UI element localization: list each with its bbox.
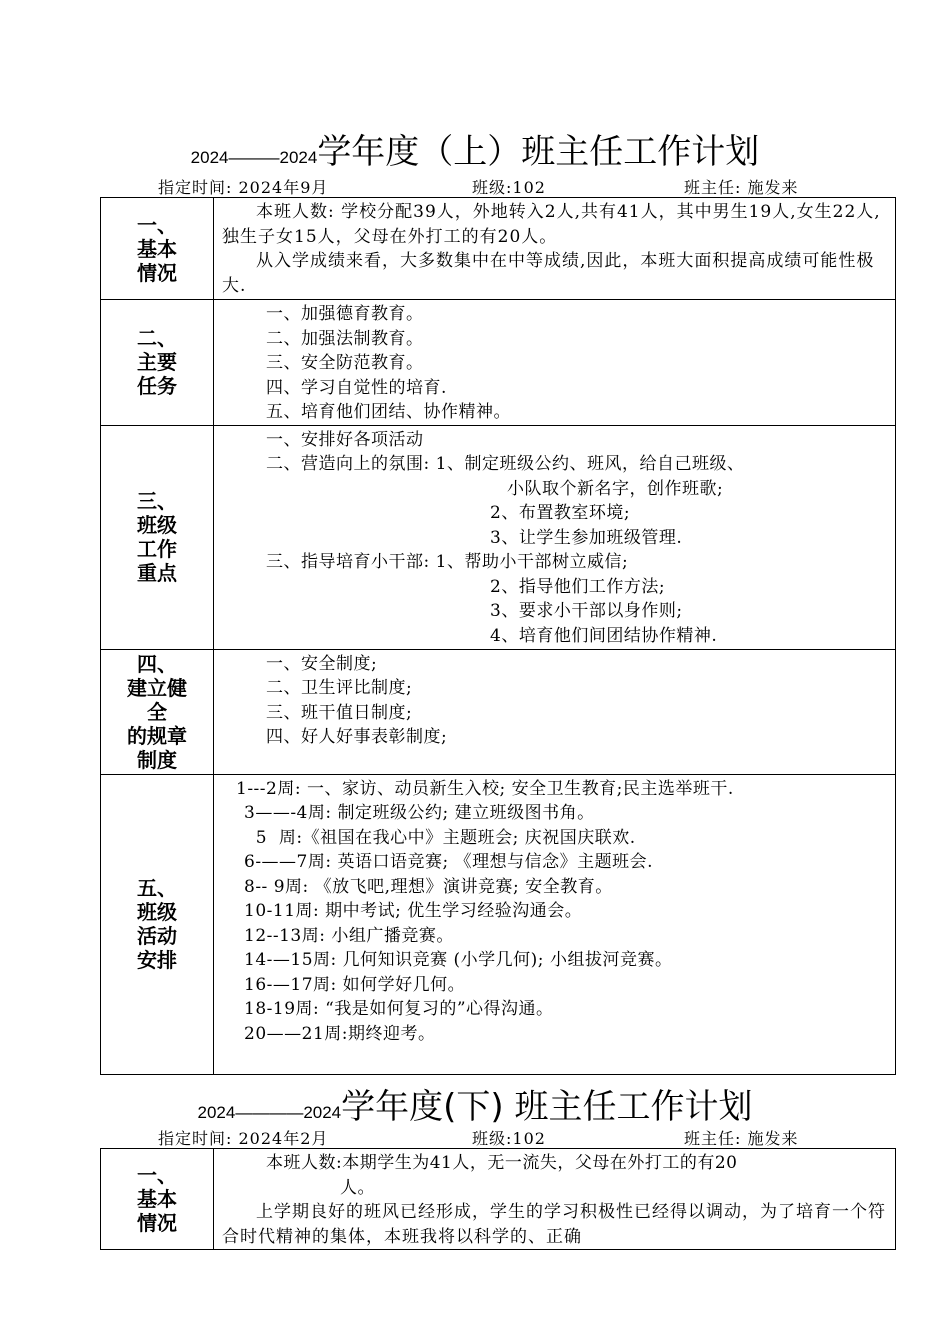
focus-line: 3、要求小干部以身作则; <box>490 601 683 621</box>
section-heading <box>101 198 214 300</box>
focus-line: 2、布置教室环境; <box>490 503 631 523</box>
task-item: 一、加强德育教育。 <box>266 304 424 324</box>
activity-line: 5 周:《祖国在我心中》主题班会; 庆祝国庆联欢. <box>244 827 636 848</box>
section-heading <box>101 300 214 426</box>
section-content <box>214 425 896 649</box>
heading-line: 一、 <box>137 1163 177 1187</box>
heading-line: 三、 <box>137 489 177 513</box>
task-item: 三、安全防范教育。 <box>266 353 424 373</box>
rule-item: 一、安全制度; <box>266 653 378 674</box>
rule-item: 四、好人好事表彰制度; <box>266 727 448 747</box>
section-content <box>214 1149 896 1250</box>
section-heading <box>101 649 214 774</box>
task-item: 五、培育他们团结、协作精神。 <box>266 402 511 422</box>
heading-line: 活动 <box>137 924 177 948</box>
section-content <box>214 198 896 300</box>
plan1-title <box>0 124 950 173</box>
activity-line: 8-- 9周: 《放飞吧,理想》演讲竞赛; 安全教育。 <box>244 876 613 897</box>
plan2-section-basic <box>101 1149 896 1250</box>
focus-line: 3、让学生参加班级管理. <box>490 527 683 548</box>
plan1-section-focus <box>101 425 896 649</box>
heading-line: 重点 <box>137 561 177 585</box>
plan1-section-basic <box>101 198 896 300</box>
activity-line: 3——-4周: 制定班级公约; 建立班级图书角。 <box>244 803 595 823</box>
focus-line: 一、安排好各项活动 <box>266 429 424 450</box>
heading-line: 二、 <box>137 326 177 351</box>
heading-line: 的规章 <box>127 723 187 748</box>
activity-line: 16-—17周: 如何学好几何。 <box>244 974 466 995</box>
paragraph: 上学期良好的班风已经形成，学生的学习积极性已经得以调动，为了培育一个符合时代精神的集体，本班我将以科学的、正确 <box>222 1202 886 1247</box>
focus-line: 小队取个新名字，创作班歌; <box>507 478 724 499</box>
heading-line: 基本 <box>137 236 177 261</box>
section-heading <box>101 1149 214 1250</box>
plan1-table <box>100 197 896 1075</box>
plan1-meta-teacher: 班主任: 施发来 <box>684 178 799 197</box>
focus-line: 2、指导他们工作方法; <box>490 576 666 597</box>
plan2-table <box>100 1148 896 1250</box>
focus-line: 三、指导培育小干部: 1、帮助小干部树立威信; <box>266 552 629 572</box>
plan2-title-years: 2024————2024 <box>197 1103 342 1122</box>
activity-line: 12--13周: 小组广播竞赛。 <box>244 925 454 946</box>
plan1-title-years: 2024———2024 <box>190 148 318 167</box>
activity-line: 6-——7周: 英语口语竞赛; 《理想与信念》主题班会. <box>244 852 654 872</box>
plan2-title <box>0 1079 950 1128</box>
heading-line: 全 <box>147 699 167 724</box>
heading-line: 四、 <box>137 651 177 676</box>
heading-line: 任务 <box>137 374 177 399</box>
plan1-meta-class: 班级:102 <box>472 178 546 197</box>
heading-line: 工作 <box>137 537 177 561</box>
heading-line: 五、 <box>137 876 177 900</box>
focus-line: 4、培育他们间团结协作精神. <box>490 625 718 646</box>
plan2-meta-date: 指定时间: 2024年2月 <box>158 1129 329 1148</box>
plan1-section-tasks <box>101 300 896 426</box>
plan1-section-rules <box>101 649 896 774</box>
section-heading <box>101 425 214 649</box>
heading-line: 班级 <box>137 900 177 924</box>
heading-line: 班级 <box>137 513 177 537</box>
heading-line: 情况 <box>137 260 177 285</box>
task-item: 二、加强法制教育。 <box>266 328 424 349</box>
heading-line: 制度 <box>137 747 177 772</box>
plan1-meta-date: 指定时间: 2024年9月 <box>158 178 329 197</box>
paragraph: 人。 <box>340 1177 375 1198</box>
plan2-meta-teacher: 班主任: 施发来 <box>684 1129 799 1148</box>
section-heading <box>101 774 214 1074</box>
heading-line: 建立健 <box>127 675 187 700</box>
section-content <box>214 649 896 774</box>
focus-line: 二、营造向上的氛围: 1、制定班级公约、班风，给自己班级、 <box>266 454 745 474</box>
plan1-section-activities <box>101 774 896 1074</box>
plan2-title-main: 学年度(下) 班主任工作计划 <box>341 1087 753 1127</box>
section-content <box>214 300 896 426</box>
paragraph: 本班人数:本期学生为41人，无一流失，父母在外打工的有20 <box>266 1153 738 1173</box>
heading-line: 一、 <box>137 212 177 237</box>
section-content <box>214 774 896 1074</box>
heading-line: 情况 <box>137 1211 177 1235</box>
activity-line: 18-19周: “我是如何复习的”心得沟通。 <box>244 999 554 1019</box>
rule-item: 二、卫生评比制度; <box>266 678 413 698</box>
paragraph: 本班人数: 学校分配39人，外地转入2人,共有41人，其中男生19人,女生22人,独生子女15人，父母在外打工的有20人。 <box>222 202 881 247</box>
paragraph: 从入学成绩来看，大多数集中在中等成绩,因此，本班大面积提高成绩可能性极大. <box>222 251 875 296</box>
activity-line: 10-11周: 期中考试; 优生学习经验沟通会。 <box>244 901 583 921</box>
heading-line: 主要 <box>137 350 177 375</box>
plan1-title-main: 学年度（上）班主任工作计划 <box>317 132 760 172</box>
heading-line: 基本 <box>137 1187 177 1211</box>
activity-line: 14-—15周: 几何知识竞赛 (小学几何); 小组拔河竞赛。 <box>244 950 673 970</box>
plan2-meta-class: 班级:102 <box>472 1129 546 1148</box>
heading-line: 安排 <box>137 948 177 972</box>
activity-line: 1---2周: 一、家访、动员新生入校; 安全卫生教育;民主选举班干. <box>236 778 734 799</box>
task-item: 四、学习自觉性的培育. <box>266 377 447 398</box>
rule-item: 三、班干值日制度; <box>266 702 413 723</box>
activity-line: 20——21周:期终迎考。 <box>244 1023 436 1044</box>
